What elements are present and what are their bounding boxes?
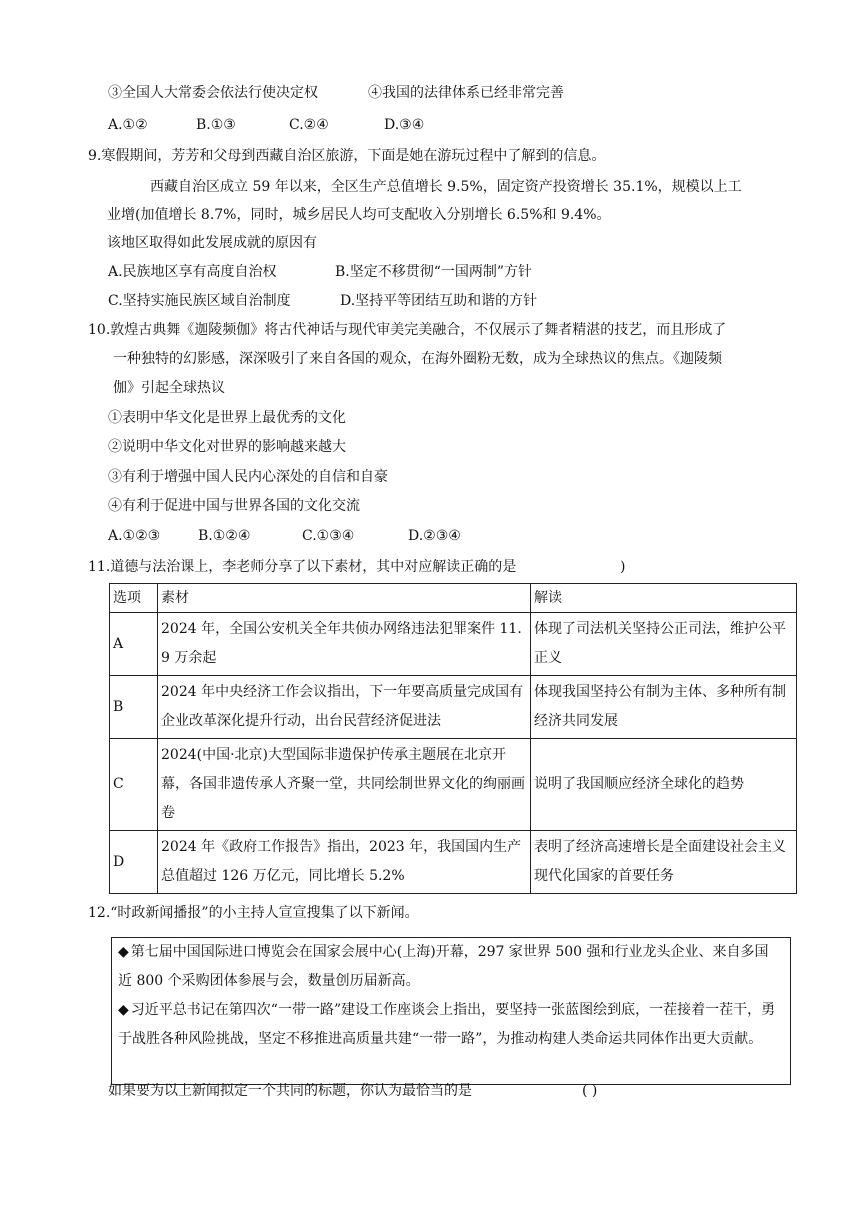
q10-stem-line-2: 一种独特的幻影感，深深吸引了来自各国的观众，在海外圈粉无数，成为全球热议的焦点。《迦陵频 [113,351,722,367]
q12-answer-paren: ( ) [582,1083,598,1099]
q10-statement-4: ④有利于促进中国与世界各国的文化交流 [108,498,360,514]
diamond-bullet-icon: ◆ [118,944,129,960]
q10-option-c: C.①③④ [302,528,355,544]
table-row [110,676,797,739]
q10-stem-line-3: 伽》引起全球热议 [113,380,225,396]
row-material: 2024(中国·北京)大型国际非遗保护传承主题展在北京开幕，各国非遗传承人齐聚一堂，共同绘制世界文化的绚丽画卷 [158,739,531,831]
q9-question: 该地区取得如此发展成就的原因有 [107,235,317,251]
q8-option-a: A.①② [108,117,148,133]
news-item-2 [118,996,782,1054]
row-interpretation: 表明了经济高速增长是全面建设社会主义现代化国家的首要任务 [531,831,797,894]
q9-stem: 9.寒假期间，芳芳和父母到西藏自治区旅游，下面是她在游玩过程中了解到的信息。 [88,148,606,164]
row-option: B [110,676,158,739]
table-header-row [110,584,797,613]
q9-option-b: B.坚定不移贯彻“一国两制”方针 [335,264,533,280]
q8-option-c: C.②④ [289,117,329,133]
row-option: D [110,831,158,894]
q11-table [109,583,797,894]
row-material: 2024 年中央经济工作会议指出，下一年要高质量完成国有企业改革深化提升行动，出台民营经济促进法 [158,676,531,739]
q10-statement-2: ②说明中华文化对世界的影响越来越大 [108,439,346,455]
row-interpretation: 体现了司法机关坚持公正司法，维护公平正义 [531,613,797,676]
table-row [110,739,797,831]
q8-option-d: D.③④ [384,117,425,133]
q9-material-line-1: 西藏自治区成立 59 年以来，全区生产总值增长 9.5%，固定资产投资增长 35.1%，规模以上工 [150,179,742,195]
news-text-1: 第七届中国国际进口博览会在国家会展中心(上海)开幕，297 家世界 500 强和行业龙头企业、来自多国近 800 个采购团体参展与会，数量创历届新高。 [118,944,769,989]
row-option: A [110,613,158,676]
q10-statement-1: ①表明中华文化是世界上最优秀的文化 [108,410,346,426]
header-option: 选项 [110,584,158,613]
row-option: C [110,739,158,831]
q11-stem: 11.道德与法治课上，李老师分享了以下素材，其中对应解读正确的是 [88,559,517,575]
news-text-2: 习近平总书记在第四次“一带一路”建设工作座谈会上指出，要坚持一张蓝图绘到底，一茬接着一茬干，勇于战胜各种风险挑战，坚定不移推进高质量共建“一带一路”，为推动构建人类命运共同体作出更大贡献。 [118,1002,776,1047]
table-row [110,831,797,894]
q8-statement-3: ③全国人大常委会依法行使决定权 [108,85,318,101]
row-interpretation: 体现我国坚持公有制为主体、多种所有制经济共同发展 [531,676,797,739]
row-material: 2024 年，全国公安机关全年共侦办网络违法犯罪案件 11.9 万余起 [158,613,531,676]
header-material: 素材 [158,584,531,613]
row-material: 2024 年《政府工作报告》指出，2023 年，我国国内生产总值超过 126 万亿元，同比增长 5.2% [158,831,531,894]
q10-option-d: D.②③④ [408,528,461,544]
q11-answer-paren: ) [620,559,626,575]
table-row [110,613,797,676]
q10-statement-3: ③有利于增强中国人民内心深处的自信和自豪 [108,469,388,485]
diamond-bullet-icon: ◆ [118,1002,129,1018]
row-interpretation: 说明了我国顺应经济全球化的趋势 [531,739,797,831]
q10-stem-line-1: 10.敦煌古典舞《迦陵频伽》将古代神话与现代审美完美融合，不仅展示了舞者精湛的技艺，而且形成了 [88,322,727,338]
q9-option-c: C.坚持实施民族区域自治制度 [108,293,291,309]
q10-option-a: A.①②③ [108,528,161,544]
q9-option-a: A.民族地区享有高度自治权 [108,264,277,280]
q8-statement-4: ④我国的法律体系已经非常完善 [368,85,564,101]
q12-question: 如果要为以上新闻拟定一个共同的标题，你认为最恰当的是 [108,1083,472,1099]
q12-stem: 12.“时政新闻播报”的小主持人宣宣搜集了以下新闻。 [88,905,419,921]
news-box [111,937,791,1085]
q8-option-b: B.①③ [196,117,236,133]
q9-option-d: D.坚持平等团结互助和谐的方针 [340,293,538,309]
news-item-1 [118,938,782,996]
q9-material-line-2: 业增(加值增长 8.7%，同时，城乡居民人均可支配收入分别增长 6.5%和 9.4%。 [107,207,611,223]
q10-option-b: B.①②④ [198,528,251,544]
header-interpretation: 解读 [531,584,797,613]
